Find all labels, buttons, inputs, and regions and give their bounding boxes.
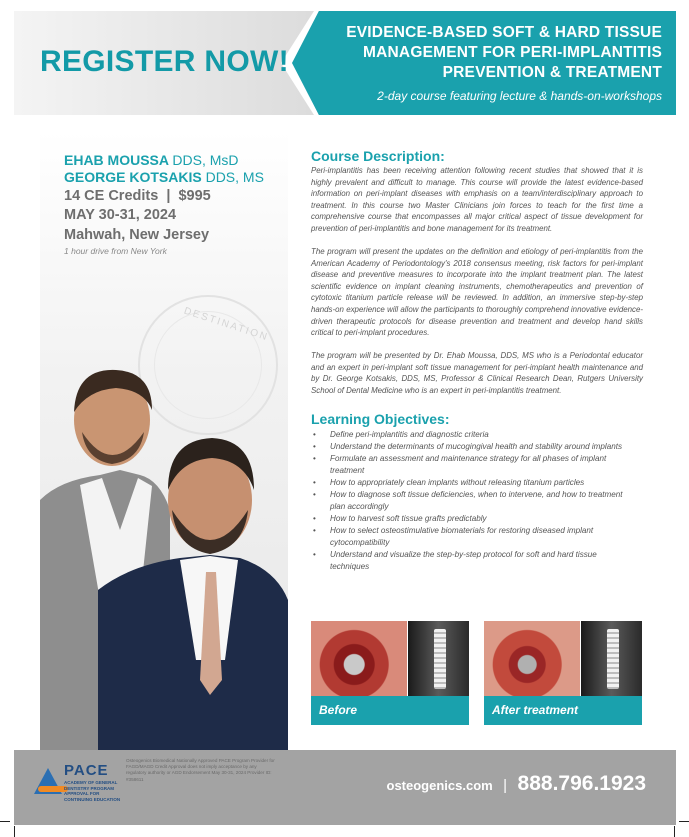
clinical-photo-after xyxy=(484,621,580,696)
objective-text: How to select osteostimulative biomaterials for restoring diseased implant cytocompatibility xyxy=(330,526,594,547)
footer-contact xyxy=(387,772,646,796)
pace-fine-print: Osteogenics Biomedical Nationally Approved PACE Program Provider for FAGD/MAGD Credit Approval does not imply acceptance by any regulatory authority or AGD Endorsement May 30-31, 2024 Provider ID: #358611 xyxy=(126,758,275,782)
presenters-photo xyxy=(40,360,288,750)
list-item xyxy=(311,525,629,548)
objective-text: How to diagnose soft tissue deficiencies, when to intervene, and how to treatment plan accordingly xyxy=(330,490,623,511)
presenter-name: GEORGE KOTSAKIS xyxy=(64,169,202,185)
presenter-kotsakis xyxy=(64,169,264,185)
description-paragraph: The program will be presented by Dr. Ehab Moussa, DDS, MS who is a Periodontal educator and an expert in peri-implant soft tissue management for peri-implant health maintenance and by Dr. George Kotsakis, DDS, MS, Professor & Clinical Research Dean, Rutgers University School of Dental Medicine who is an expert in peri-implantitis treatment. xyxy=(311,351,643,395)
objective-text: Understand the determinants of mucogingival health and stability around implants xyxy=(330,442,622,452)
after-treatment-label: After treatment xyxy=(484,696,642,725)
list-item xyxy=(311,477,629,489)
list-item xyxy=(311,513,629,525)
crop-mark xyxy=(674,826,675,837)
phone-number[interactable]: 888.796.1923 xyxy=(517,772,646,795)
bullet-icon: • xyxy=(313,514,316,524)
header-banner xyxy=(14,11,676,115)
list-item xyxy=(311,489,629,512)
xray-photo-before xyxy=(408,621,469,696)
list-item xyxy=(311,429,629,441)
credits-price: 14 CE Credits | $995 xyxy=(64,188,211,204)
crop-mark xyxy=(679,821,689,822)
crop-mark xyxy=(14,826,15,837)
course-title-line: PREVENTION & TREATMENT xyxy=(442,64,662,81)
presenter-name: EHAB MOUSSA xyxy=(64,152,169,168)
bullet-icon: • xyxy=(313,478,316,488)
objective-text: How to appropriately clean implants without releasing titanium particles xyxy=(330,478,585,488)
clinical-photo-before xyxy=(311,621,407,696)
bullet-icon: • xyxy=(313,550,316,560)
course-title xyxy=(322,23,662,83)
website-link[interactable]: osteogenics.com xyxy=(386,778,493,793)
objective-text: Define peri-implantitis and diagnostic criteria xyxy=(330,430,489,439)
register-now-heading[interactable]: REGISTER NOW! xyxy=(40,45,289,78)
footer-separator: | xyxy=(503,777,508,794)
presenter-moussa xyxy=(64,152,239,168)
course-description-heading: Course Description: xyxy=(311,148,445,164)
presenter-credentials: DDS, MS xyxy=(205,169,264,185)
before-label: Before xyxy=(311,696,469,725)
course-subtitle: 2-day course featuring lecture & hands-on-workshops xyxy=(377,89,662,103)
pace-subtitle: ACADEMY OF GENERAL DENTISTRY PROGRAM APPROVAL FOR CONTINUING EDUCATION xyxy=(64,780,121,802)
bullet-icon: • xyxy=(313,526,316,536)
crop-mark xyxy=(0,821,10,822)
implant-icon xyxy=(607,629,619,689)
course-title-line: MANAGEMENT FOR PERI-IMPLANTITIS xyxy=(363,44,662,61)
seal-text: DESTINATION xyxy=(182,305,271,344)
after-case xyxy=(484,621,642,725)
list-item xyxy=(311,549,629,572)
objective-text: Formulate an assessment and maintenance strategy for all phases of implant treatment xyxy=(330,454,607,475)
list-item xyxy=(311,441,629,453)
description-paragraph: Peri-implantitis has been receiving attention following recent studies that showed that it is highly prevalent and difficult to manage. This course will provide the latest evidence-based information on peri-implant diseases with emphasis on a team/interdisciplinary approach to treatment. In this course two Master Clinicians join forces to teach for the first time a comprehensive course that encompasses all major critical aspect of tissue development for prevention of peri-implantitis and bone management for its treatment. xyxy=(311,166,643,233)
pace-name: PACE xyxy=(64,762,109,779)
bullet-icon: • xyxy=(313,490,316,500)
xray-photo-after xyxy=(581,621,642,696)
event-location: Mahwah, New Jersey xyxy=(64,227,210,243)
objective-text: How to harvest soft tissue grafts predictably xyxy=(330,514,487,524)
footer-bar xyxy=(14,750,676,825)
course-title-line: EVIDENCE-BASED SOFT & HARD TISSUE xyxy=(346,24,662,41)
drive-note: 1 hour drive from New York xyxy=(64,246,167,256)
presenter-credentials: DDS, MsD xyxy=(172,152,239,168)
implant-icon xyxy=(434,629,446,689)
learning-objectives-heading: Learning Objectives: xyxy=(311,411,450,427)
objective-text: Understand and visualize the step-by-step protocol for soft and hard tissue techniques xyxy=(330,550,597,571)
bullet-icon: • xyxy=(313,454,316,464)
learning-objectives-list xyxy=(311,429,629,573)
list-item xyxy=(311,453,629,476)
description-paragraph: The program will present the updates on the definition and etiology of peri-implantitis from the American Academy of Periodontology's 2018 consensus meeting, risk factors for peri-implant disease and preventive measures to incorporate into the implant treatment plan. The latest scientific evidence on implant cleaning instruments, chemotherapeutics and prevention of cytotoxic titanium particle release will be reviewed. In addition, an immersive step-by-step hands-on experience will allow the participants to thoroughly comprehend innovative evidence-driven therapeutic protocols for disease prevention and treatment and develop hand skills critical to peri-implant procedures. xyxy=(311,247,643,338)
bullet-icon: • xyxy=(313,442,316,452)
event-date: MAY 30-31, 2024 xyxy=(64,207,177,223)
bullet-icon: • xyxy=(313,430,316,439)
before-case xyxy=(311,621,469,725)
